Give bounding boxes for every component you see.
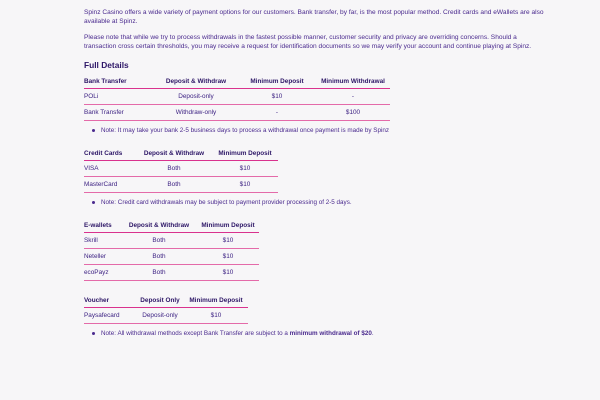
table-header-row — [84, 146, 278, 161]
cell-method: Paysafecard — [84, 307, 136, 323]
cell-type: Both — [121, 264, 197, 280]
intro-paragraph-2: Please note that while we try to process withdrawals in the fastest possible manner, customer security and privacy are overriding concerns. Should a transaction cross certain thresholds, you may receive a request for identification documents so we may verify your account and continue playing at Spinz. — [84, 33, 532, 51]
column-header: Minimum Deposit — [238, 74, 316, 89]
cell-min-deposit: - — [238, 104, 316, 120]
cards-note — [92, 199, 544, 206]
table-header-row — [84, 218, 259, 233]
cell-type: Deposit-only — [154, 88, 238, 104]
voucher-note — [92, 330, 544, 337]
column-header: Minimum Deposit — [212, 146, 278, 161]
table-header-row — [84, 74, 390, 89]
bank-transfer-table — [84, 74, 390, 121]
table-row — [84, 248, 259, 264]
bullet-icon — [92, 201, 95, 204]
cell-type: Both — [121, 232, 197, 248]
column-header: Minimum Withdrawal — [316, 74, 390, 89]
column-header: Voucher — [84, 293, 136, 308]
payment-content — [84, 8, 544, 337]
note-bold: minimum withdrawal of $20 — [289, 329, 372, 337]
cell-method: Bank Transfer — [84, 104, 154, 120]
table-header-row — [84, 293, 248, 308]
intro-paragraph-1: Spinz Casino offers a wide variety of payment options for our customers. Bank transfer, by far, is the most popular method. Credit cards and eWallets are also available at Spinz. — [84, 9, 544, 26]
cell-min-deposit: $10 — [184, 307, 248, 323]
section-title: Full Details — [84, 59, 129, 70]
cell-min-deposit: $10 — [197, 232, 259, 248]
note-prefix: Note: All withdrawal methods except Bank Transfer are subject to a — [101, 329, 290, 337]
cell-min-deposit: $10 — [238, 88, 316, 104]
table-row — [84, 160, 278, 176]
column-header: Deposit & Withdraw — [136, 146, 212, 161]
cell-min-deposit: $10 — [212, 176, 278, 192]
table-row — [84, 176, 278, 192]
voucher-table — [84, 293, 248, 324]
cell-method: ecoPayz — [84, 264, 121, 280]
cell-method: POLi — [84, 88, 154, 104]
cell-min-deposit: $10 — [197, 264, 259, 280]
cell-min-withdrawal: - — [316, 88, 390, 104]
bank-note — [92, 127, 544, 134]
table-row — [84, 264, 259, 280]
cell-min-withdrawal: $100 — [316, 104, 390, 120]
note-suffix: . — [371, 329, 374, 337]
cell-min-deposit: $10 — [212, 160, 278, 176]
cell-method: VISA — [84, 160, 136, 176]
cell-type: Both — [136, 176, 212, 192]
cards-note-text: Note: Credit card withdrawals may be subject to payment provider processing of 2-5 days. — [101, 198, 352, 206]
table-row — [84, 104, 390, 120]
column-header: Deposit & Withdraw — [154, 74, 238, 89]
cell-type: Both — [136, 160, 212, 176]
table-row — [84, 232, 259, 248]
cell-method: MasterCard — [84, 176, 136, 192]
column-header: Minimum Deposit — [184, 293, 248, 308]
column-header: E-wallets — [84, 218, 121, 233]
bank-note-text: Note: It may take your bank 2-5 business days to process a withdrawal once payment is made by Spinz — [101, 126, 390, 134]
voucher-note-text — [101, 330, 374, 337]
column-header: Minimum Deposit — [197, 218, 259, 233]
cell-type: Withdraw-only — [154, 104, 238, 120]
column-header: Deposit Only — [136, 293, 184, 308]
column-header: Bank Transfer — [84, 74, 154, 89]
table-row — [84, 307, 248, 323]
ewallets-table — [84, 218, 259, 281]
bullet-icon — [92, 129, 95, 132]
credit-cards-table — [84, 146, 278, 193]
cell-min-deposit: $10 — [197, 248, 259, 264]
bullet-icon — [92, 332, 95, 335]
cell-method: Skrill — [84, 232, 121, 248]
cell-type: Both — [121, 248, 197, 264]
cell-method: Neteller — [84, 248, 121, 264]
column-header: Deposit & Withdraw — [121, 218, 197, 233]
cell-type: Deposit-only — [136, 307, 184, 323]
table-row — [84, 88, 390, 104]
column-header: Credit Cards — [84, 146, 136, 161]
